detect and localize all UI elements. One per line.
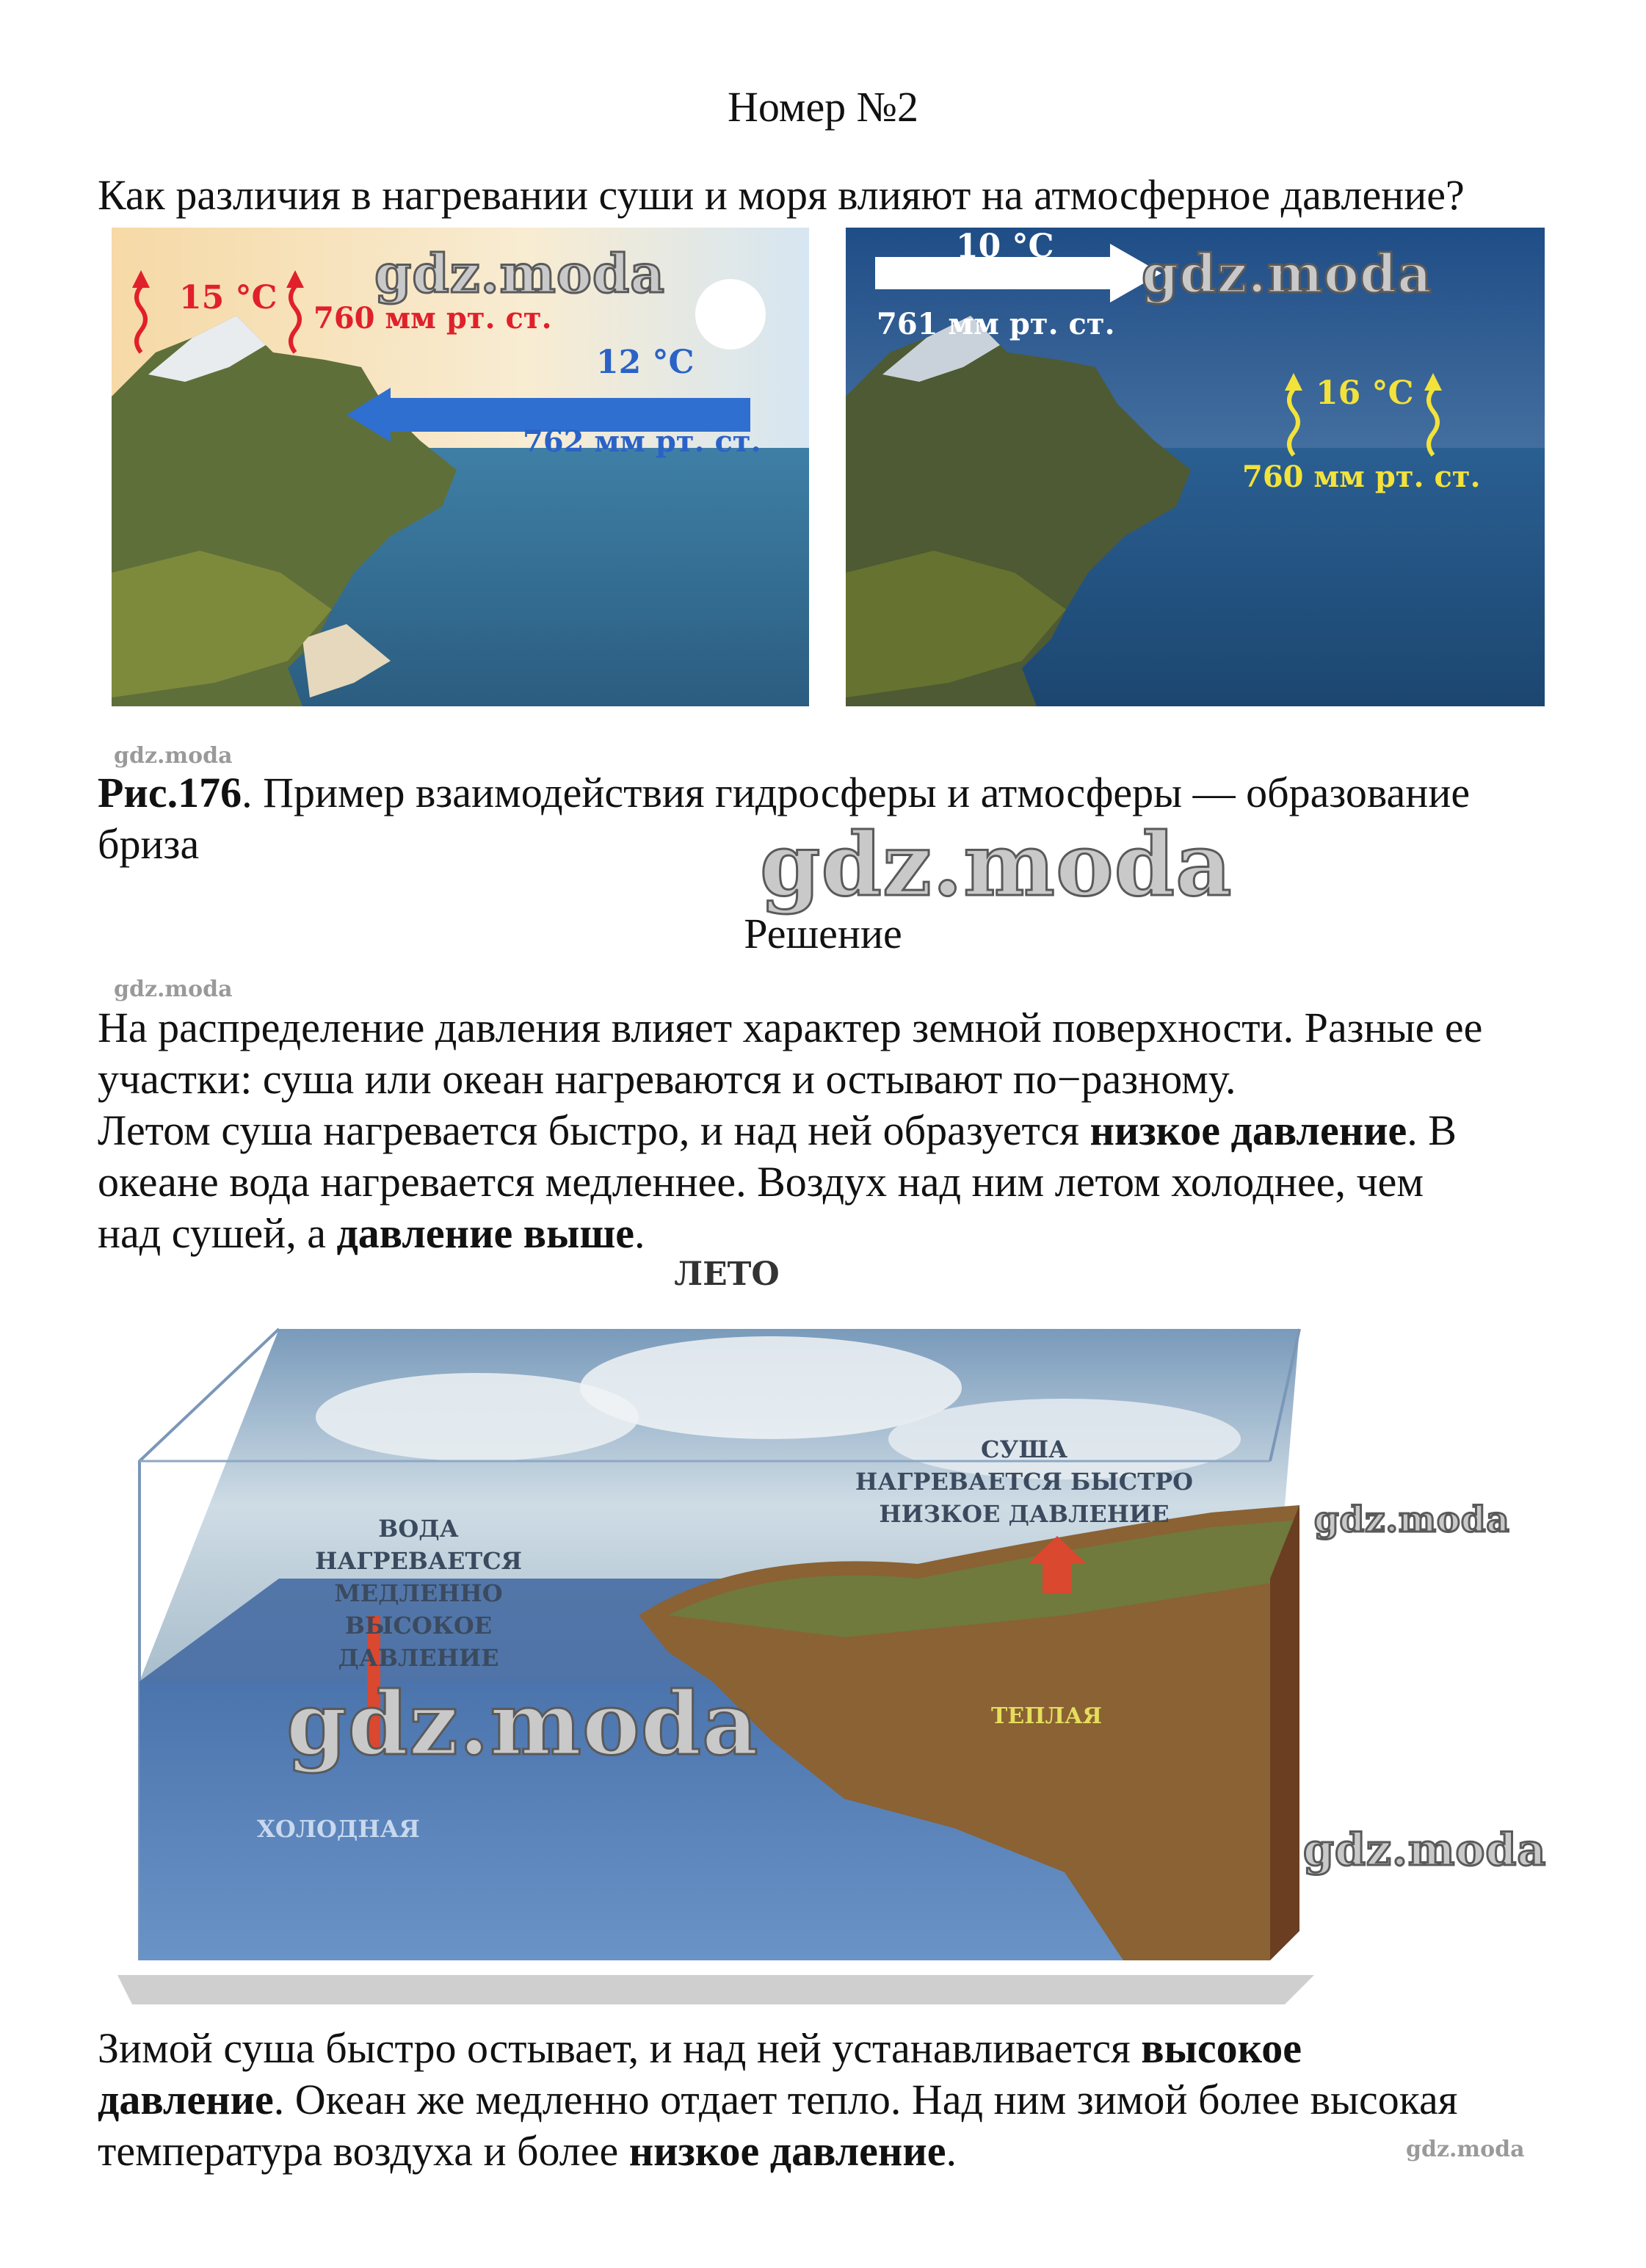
page-number-title: Номер №2 — [727, 83, 919, 131]
winter-l3-bold: низкое давление — [628, 2127, 946, 2175]
p2-text-a: Летом суша нагревается быстро, и над ней образуется — [98, 1106, 1090, 1154]
p2-line3-text-a: над сушей, а — [98, 1209, 337, 1257]
p2-bold-low-pressure: низкое давление — [1090, 1106, 1407, 1154]
warm-label: ТЕПЛАЯ — [991, 1703, 1102, 1729]
water-label-line2: НАГРЕВАЕТСЯ МЕДЛЕННО — [315, 1547, 522, 1607]
solution-p1-line2: участки: суша или океан нагреваются и остывают по−разному. — [98, 1055, 1236, 1103]
summer-title: ЛЕТО — [674, 1256, 780, 1293]
left-temp-sea: 12 °C — [596, 344, 695, 381]
solution-p2-line3 — [98, 1209, 645, 1258]
left-pressure-land: 760 мм рт. ст. — [313, 301, 552, 336]
water-label-line3: ВЫСОКОЕ ДАВЛЕНИЕ — [338, 1612, 499, 1672]
figure-label: Рис.176 — [98, 769, 242, 816]
right-temp-land: 10 °C — [956, 228, 1054, 265]
land-label-line2: НАГРЕВАЕТСЯ БЫСТРО — [855, 1468, 1193, 1496]
winter-line3 — [98, 2126, 957, 2176]
left-pressure-sea: 762 мм рт. ст. — [523, 424, 761, 459]
land-label-line3: НИЗКОЕ ДАВЛЕНИЕ — [879, 1500, 1170, 1528]
figure-caption-line2: бриза — [98, 820, 200, 868]
right-temp-sea: 16 °C — [1316, 374, 1414, 412]
p2-text-c: . В — [1407, 1106, 1457, 1154]
figure-caption — [98, 768, 1470, 818]
solution-heading: Решение — [744, 910, 902, 957]
solution-p2-line1 — [98, 1106, 1457, 1156]
watermark-1: gdz.moda — [374, 242, 665, 305]
winter-line1 — [98, 2024, 1302, 2073]
p2-line3-text-c: . — [634, 1209, 645, 1257]
question-text: Как различия в нагревании суши и моря влияют на атмосферное давление? — [98, 171, 1465, 219]
land-label-line1: СУША — [980, 1435, 1068, 1463]
winter-l2-text: . Океан же медленно отдает тепло. Над ним зимой более высокая — [273, 2076, 1458, 2123]
figure-caption-text: . Пример взаимодействия гидросферы и атмосферы — образование — [242, 769, 1471, 816]
water-label — [264, 1512, 573, 1674]
watermark-2: gdz.moda — [1142, 242, 1432, 305]
cold-label: ХОЛОДНАЯ — [257, 1815, 420, 1843]
winter-line2 — [98, 2075, 1457, 2125]
watermark-3: gdz.moda — [1314, 1499, 1510, 1540]
winter-l3-text: температура воздуха и более — [98, 2127, 629, 2175]
p2-bold-pressure-higher: давление выше — [336, 1209, 635, 1257]
land-label — [852, 1433, 1197, 1530]
solution-p2-line2: океане вода нагревается медленнее. Воздух над ним летом холоднее, чем — [98, 1158, 1424, 1206]
watermark-small-2: gdz.moda — [114, 977, 233, 1002]
solution-p1-line1: На распределение давления влияет характер земной поверхности. Разные ее — [98, 1004, 1483, 1051]
water-label-line1: ВОДА — [378, 1515, 459, 1543]
watermark-small-1: gdz.moda — [114, 743, 233, 769]
summer-diagram — [110, 1256, 1344, 2012]
right-pressure-land: 761 мм рт. ст. — [877, 307, 1115, 341]
winter-l3-end: . — [946, 2127, 957, 2175]
right-pressure-sea: 760 мм рт. ст. — [1242, 460, 1481, 494]
watermark-5: gdz.moda — [1303, 1825, 1547, 1876]
watermark-small-3: gdz.moda — [1406, 2137, 1525, 2162]
watermark-4: gdz.moda — [286, 1673, 759, 1775]
winter-l2-bold: давление — [98, 2076, 274, 2123]
winter-l1-bold: высокое — [1141, 2024, 1302, 2072]
winter-l1-text: Зимой суша быстро остывает, и над ней устанавливается — [98, 2024, 1142, 2072]
left-temp-land: 15 °C — [179, 279, 278, 316]
watermark-large: gdz.moda — [760, 814, 1233, 916]
